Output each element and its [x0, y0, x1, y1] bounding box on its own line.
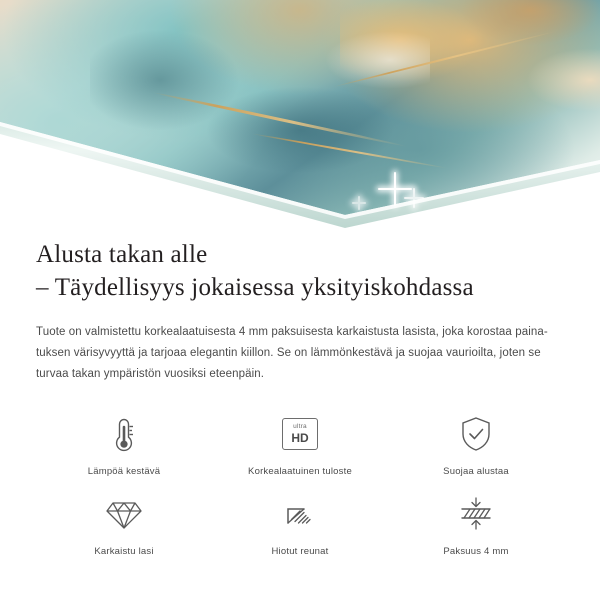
feature-label: Korkealaatuinen tuloste	[248, 466, 352, 477]
body-paragraph: Tuote on valmistettu korkealaatuisesta 4 mm paksuisesta karkaistusta lasista, joka korostaa paina-tuksen värisyvyyttä ja tarjoaa elegantin kiillon. Se on lämmönkestävä ja suojaa vaurioilta, joten se turvaa takan ympäristön vuosiksi eteenpäin.	[36, 326, 548, 380]
shield-check-icon	[459, 411, 493, 457]
feature-label: Lämpöä kestävä	[87, 466, 161, 477]
headline-line-2: – Täydellisyys jokaisessa yksityiskohdassa	[36, 274, 474, 301]
feature-label: Hiotut reunat	[271, 546, 329, 557]
page-title	[36, 238, 564, 304]
feature-protects-surface	[388, 411, 564, 477]
thickness-arrows-icon	[457, 491, 495, 537]
hero-product-image	[0, 0, 600, 228]
ultra-hd-badge-top: ultra	[293, 423, 307, 431]
feature-label: Paksuus 4 mm	[443, 546, 509, 557]
feature-label: Karkaistu lasi	[94, 546, 154, 557]
marble-print-surface	[0, 0, 600, 228]
ultra-hd-icon	[282, 411, 318, 457]
feature-high-quality-print	[212, 411, 388, 477]
feature-polished-edges	[212, 491, 388, 557]
feature-thickness	[388, 491, 564, 557]
polished-edges-icon	[282, 491, 318, 537]
ultra-hd-badge-bottom: HD	[291, 430, 309, 445]
feature-label: Suojaa alustaa	[443, 466, 509, 477]
thermometer-icon	[109, 411, 139, 457]
description-content	[0, 238, 600, 557]
feature-heat-resistant	[36, 411, 212, 477]
diamond-icon	[104, 491, 144, 537]
feature-grid	[36, 411, 564, 557]
feature-tempered-glass	[36, 491, 212, 557]
headline-line-1: Alusta takan alle	[36, 241, 208, 268]
